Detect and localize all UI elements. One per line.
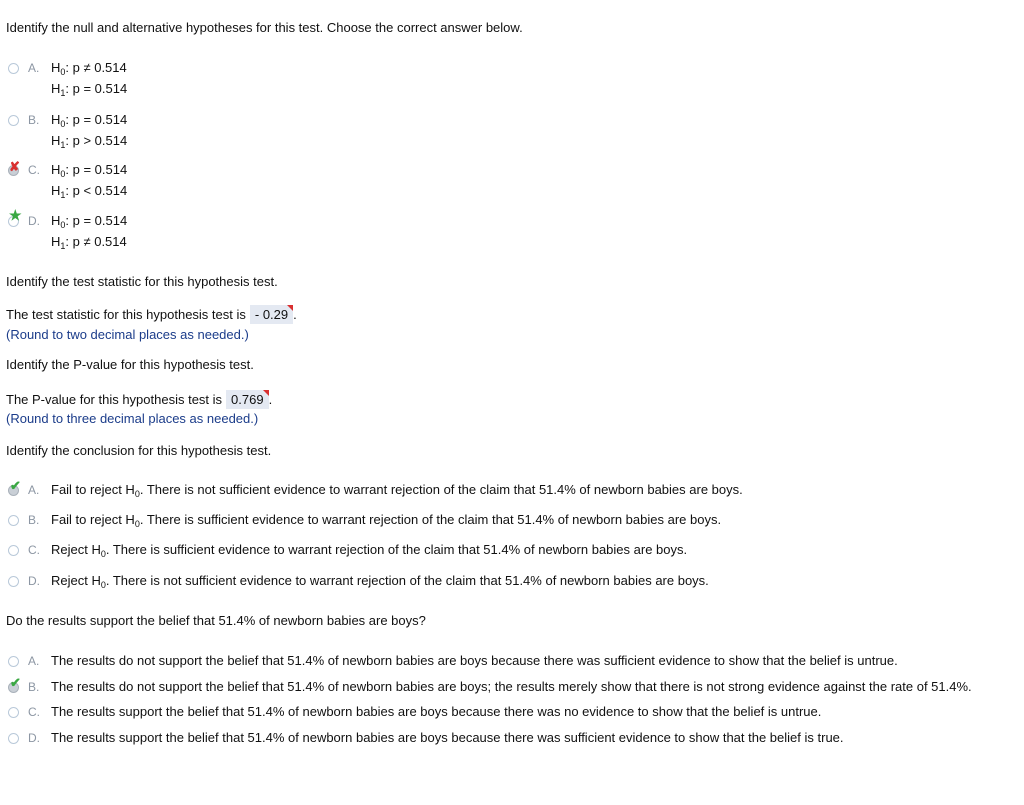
option-letter: C. bbox=[28, 705, 40, 719]
null-hypothesis: $H_0$: p = 0.514 bbox=[51, 213, 128, 230]
incorrect-x-icon: ✘ bbox=[9, 159, 20, 174]
test-statistic-line bbox=[6, 305, 297, 324]
correct-check-icon: ✔ bbox=[10, 478, 21, 493]
incorrect-corner-flag bbox=[263, 390, 269, 396]
radio-button[interactable] bbox=[8, 515, 19, 526]
test-statistic-label: The test statistic for this hypothesis test is bbox=[6, 307, 246, 322]
option-text: The results support the belief that 51.4% of newborn babies are boys because there was sufficient evidence to show that the belief is true. bbox=[51, 730, 844, 745]
incorrect-corner-flag bbox=[287, 305, 293, 311]
p-value-label: The P-value for this hypothesis test is bbox=[6, 392, 223, 407]
option-text: Reject $H_0$. There is not sufficient evidence to warrant rejection of the claim that 51.4% of newborn babies are boys. bbox=[51, 573, 709, 590]
option-letter: A. bbox=[28, 61, 40, 75]
null-hypothesis: $H_0$: p = 0.514 bbox=[51, 162, 128, 179]
alt-hypothesis: $H_1$: p < 0.514 bbox=[51, 183, 128, 200]
null-hypothesis: $H_0$: p = 0.514 bbox=[51, 112, 128, 129]
question-4-prompt: Identify the conclusion for this hypothesis test. bbox=[6, 443, 272, 458]
p-value-value: 0.769 bbox=[231, 392, 264, 407]
question-5-prompt: Do the results support the belief that 51.4% of newborn babies are boys? bbox=[6, 613, 426, 628]
rounding-note-2: (Round to two decimal places as needed.) bbox=[6, 327, 249, 342]
option-letter: D. bbox=[28, 214, 40, 228]
option-text: The results do not support the belief that 51.4% of newborn babies are boys because there was sufficient evidence to show that the belief is untrue. bbox=[51, 653, 898, 668]
radio-button[interactable] bbox=[8, 115, 19, 126]
option-letter: D. bbox=[28, 731, 40, 745]
option-letter: A. bbox=[28, 483, 40, 497]
question-3-prompt: Identify the P-value for this hypothesis test. bbox=[6, 357, 254, 372]
option-text: Reject $H_0$. There is sufficient evidence to warrant rejection of the claim that 51.4% of newborn babies are boys. bbox=[51, 542, 688, 559]
radio-button[interactable] bbox=[8, 707, 19, 718]
question-2-prompt: Identify the test statistic for this hypothesis test. bbox=[6, 274, 278, 289]
radio-button[interactable] bbox=[8, 656, 19, 667]
option-text: Fail to reject $H_0$. There is sufficient evidence to warrant rejection of the claim that 51.4% of newborn babies are boys. bbox=[51, 512, 722, 529]
alt-hypothesis: $H_1$: p = 0.514 bbox=[51, 81, 128, 98]
question-1-prompt: Identify the null and alternative hypotheses for this test. Choose the correct answer below. bbox=[6, 20, 523, 35]
test-statistic-value: - 0.29 bbox=[254, 307, 289, 322]
option-letter: A. bbox=[28, 654, 40, 668]
option-letter: C. bbox=[28, 543, 40, 557]
null-hypothesis: $H_0$: p ≠ 0.514 bbox=[51, 60, 127, 77]
option-text: The results support the belief that 51.4% of newborn babies are boys because there was no evidence to show that the belief is untrue. bbox=[51, 704, 822, 719]
test-statistic-answer-box[interactable] bbox=[250, 305, 293, 324]
alt-hypothesis: $H_1$: p ≠ 0.514 bbox=[51, 234, 127, 251]
option-text: The results do not support the belief that 51.4% of newborn babies are boys; the results merely show that there is not strong evidence against the rate of 51.4%. bbox=[51, 679, 972, 694]
p-value-line bbox=[6, 390, 272, 409]
rounding-note-3: (Round to three decimal places as needed.) bbox=[6, 411, 259, 426]
radio-button[interactable] bbox=[8, 576, 19, 587]
radio-button[interactable] bbox=[8, 545, 19, 556]
option-letter: B. bbox=[28, 513, 40, 527]
p-value-answer-box[interactable] bbox=[226, 390, 269, 409]
period: . bbox=[293, 307, 297, 322]
correct-star-icon: ★ bbox=[9, 207, 22, 223]
option-letter: C. bbox=[28, 163, 40, 177]
correct-check-icon: ✔ bbox=[10, 675, 21, 690]
option-letter: B. bbox=[28, 680, 40, 694]
radio-button[interactable] bbox=[8, 733, 19, 744]
period: . bbox=[268, 392, 273, 407]
option-letter: D. bbox=[28, 574, 40, 588]
option-letter: B. bbox=[28, 113, 40, 127]
option-text: Fail to reject $H_0$. There is not sufficient evidence to warrant rejection of the claim that 51.4% of newborn babies are boys. bbox=[51, 482, 743, 499]
alt-hypothesis: $H_1$: p > 0.514 bbox=[51, 133, 128, 150]
radio-button[interactable] bbox=[8, 63, 19, 74]
